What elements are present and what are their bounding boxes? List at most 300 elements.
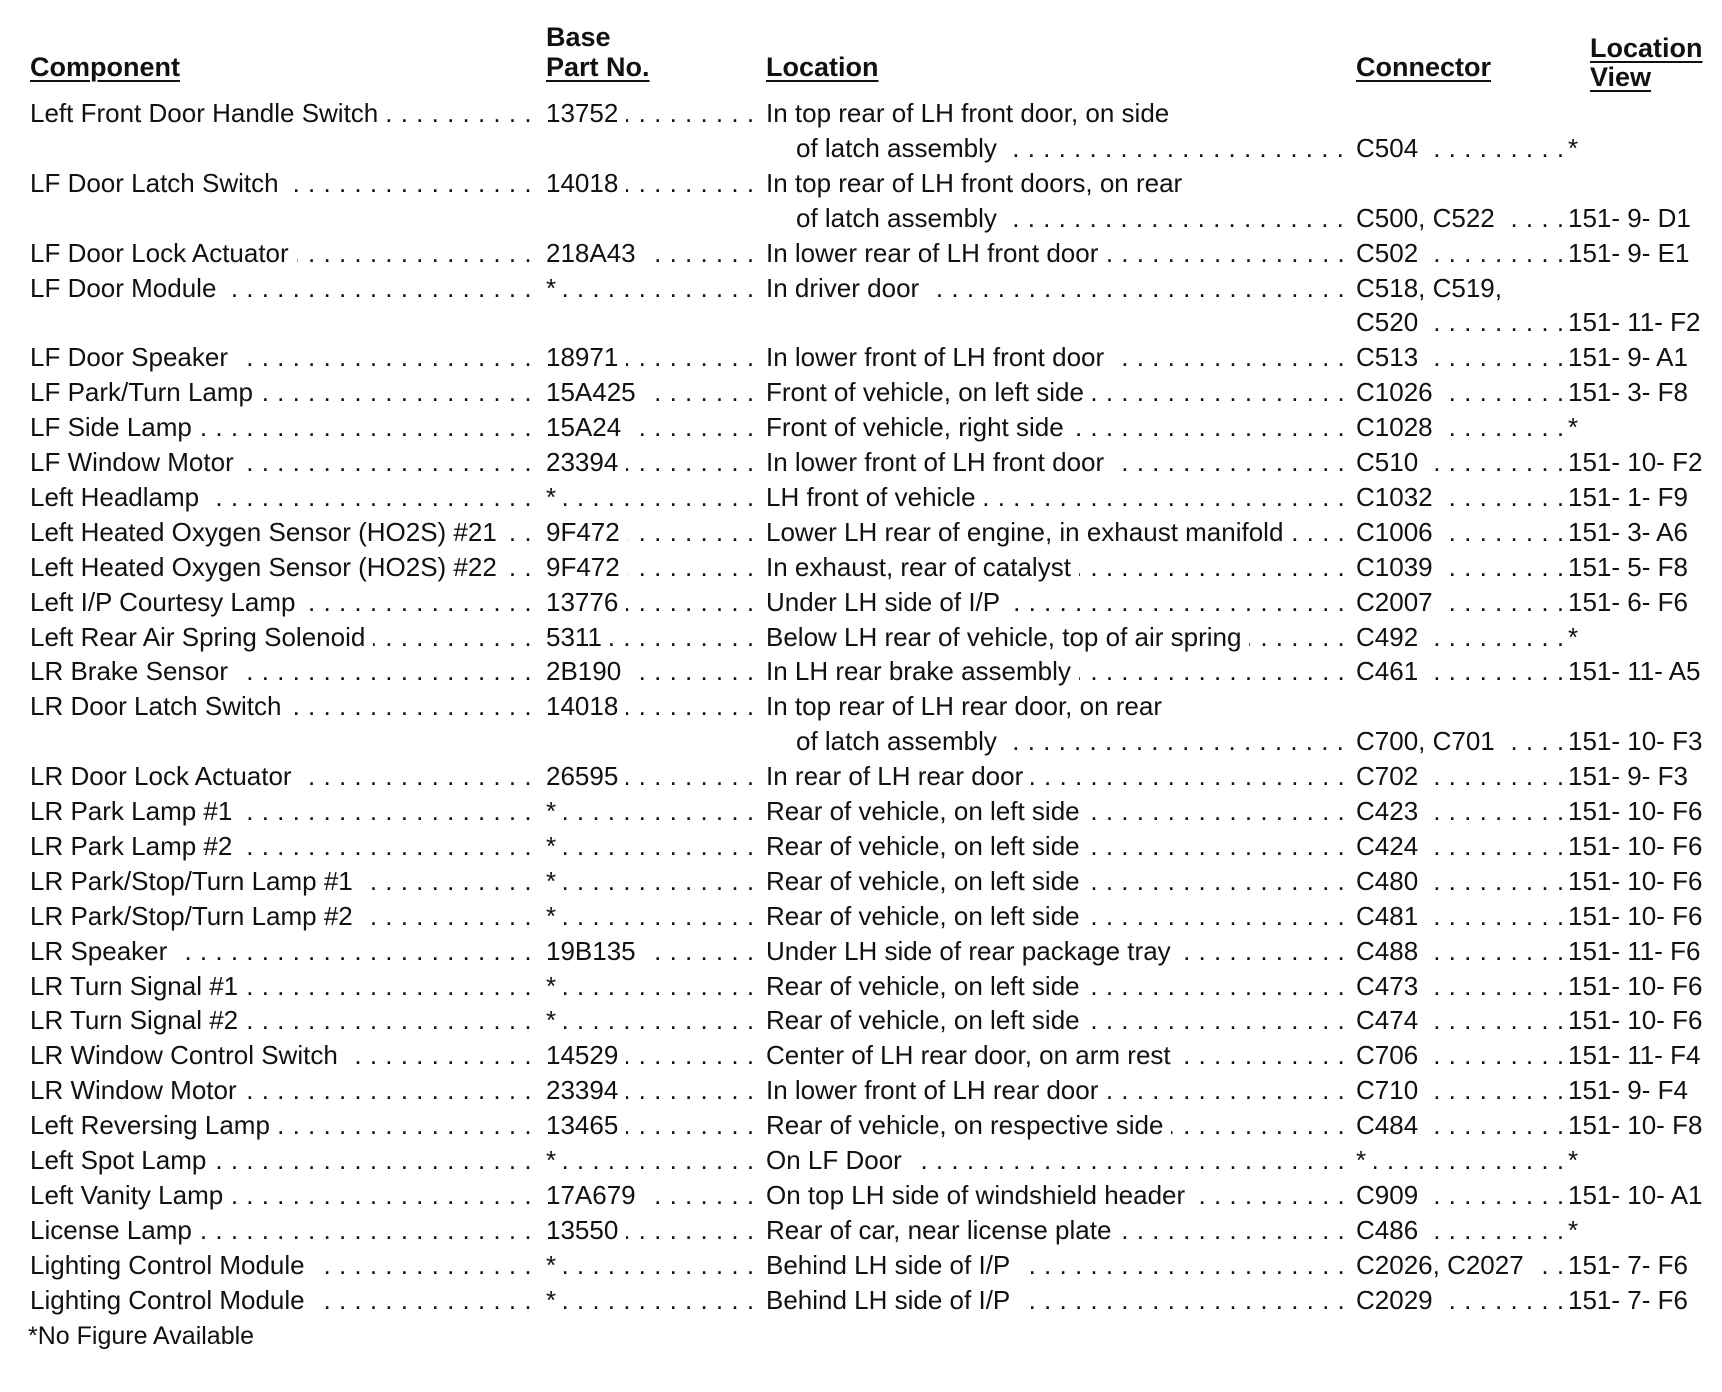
component-text: LR Park/Stop/Turn Lamp #1 (30, 866, 361, 896)
cell-part (546, 1180, 762, 1212)
cell-view (1568, 1285, 1718, 1317)
cell-location (766, 1075, 1352, 1107)
connector-text: C502 (1356, 238, 1426, 268)
cell-location (766, 307, 1352, 339)
cell-part (546, 1075, 762, 1107)
component-text: LR Window Control Switch (30, 1040, 346, 1070)
view-text: 151- 6- F6 (1568, 587, 1688, 617)
cell-part (546, 238, 762, 270)
cell-location (766, 691, 1352, 723)
part-text: * (546, 1145, 564, 1175)
cell-location (766, 1215, 1352, 1247)
view-text: 151- 11- A5 (1568, 656, 1701, 686)
cell-view (1568, 307, 1718, 339)
cell-component (30, 133, 540, 165)
cell-location (766, 831, 1352, 863)
cell-part (546, 552, 762, 584)
cell-component (30, 1075, 540, 1107)
component-text: Left Front Door Handle Switch (30, 98, 386, 128)
cell-part (546, 1285, 762, 1317)
cell-location (766, 1145, 1352, 1177)
cell-part (546, 866, 762, 898)
view-text: 151- 3- F8 (1568, 377, 1688, 407)
cell-location (766, 342, 1352, 374)
cell-view (1568, 1215, 1718, 1247)
component-text: LR Speaker (30, 936, 175, 966)
connector-text: C474 (1356, 1005, 1426, 1035)
cell-location (766, 517, 1352, 549)
part-text: 19B135 (546, 936, 644, 966)
connector-text: C706 (1356, 1040, 1426, 1070)
cell-component (30, 691, 540, 723)
cell-component (30, 936, 540, 968)
cell-part (546, 1005, 762, 1037)
cell-part (546, 517, 762, 549)
cell-part (546, 133, 762, 165)
cell-view (1568, 168, 1718, 200)
cell-part (546, 831, 762, 863)
cell-connector (1356, 1145, 1566, 1177)
cell-view (1568, 796, 1718, 828)
view-text: 151- 10- F6 (1568, 866, 1703, 896)
cell-part (546, 622, 762, 654)
header-connector: Connector (1356, 52, 1491, 82)
component-text: License Lamp (30, 1215, 200, 1245)
view-text: 151- 9- E1 (1568, 238, 1690, 268)
view-text: 151- 9- D1 (1568, 203, 1691, 233)
connector-text: C2026, C2027 (1356, 1250, 1532, 1280)
cell-connector (1356, 761, 1566, 793)
connector-text: C710 (1356, 1075, 1426, 1105)
cell-location (766, 412, 1352, 444)
view-text: 151- 11- F6 (1568, 936, 1701, 966)
part-text: * (546, 796, 564, 826)
cell-location (766, 1180, 1352, 1212)
location-text: Front of vehicle, on left side (766, 377, 1092, 407)
cell-view (1568, 98, 1718, 130)
component-text: LF Door Speaker (30, 342, 236, 372)
view-text: 151- 9- F3 (1568, 761, 1688, 791)
location-text: In lower front of LH front door (766, 447, 1112, 477)
header-component: Component (30, 52, 180, 82)
cell-view (1568, 622, 1718, 654)
connector-text: C500, C522 (1356, 203, 1503, 233)
cell-component (30, 1180, 540, 1212)
cell-view (1568, 656, 1718, 688)
connector-text: C1006 (1356, 517, 1441, 547)
cell-component (30, 1040, 540, 1072)
part-text: 17A679 (546, 1180, 644, 1210)
part-text: 14529 (546, 1040, 626, 1070)
cell-connector (1356, 971, 1566, 1003)
part-text: 14018 (546, 691, 626, 721)
cell-component (30, 1215, 540, 1247)
cell-connector (1356, 1285, 1566, 1317)
view-text: * (1568, 1145, 1579, 1175)
cell-view (1568, 447, 1718, 479)
cell-location (766, 482, 1352, 514)
cell-connector (1356, 203, 1566, 235)
cell-location (766, 1250, 1352, 1282)
cell-connector (1356, 622, 1566, 654)
component-text: LR Park Lamp #2 (30, 831, 240, 861)
cell-location (796, 203, 1352, 235)
cell-view (1568, 761, 1718, 793)
connector-text: C518, C519, (1356, 273, 1502, 303)
part-text: 13752 (546, 98, 626, 128)
cell-view (1568, 587, 1718, 619)
cell-connector (1356, 133, 1566, 165)
part-text: 13465 (546, 1110, 626, 1140)
cell-location (766, 761, 1352, 793)
component-text: Left Rear Air Spring Solenoid (30, 622, 373, 652)
part-text: 14018 (546, 168, 626, 198)
connector-text: C1032 (1356, 482, 1441, 512)
cell-component (30, 412, 540, 444)
cell-component (30, 447, 540, 479)
cell-view (1568, 1040, 1718, 1072)
component-text: Lighting Control Module (30, 1250, 313, 1280)
connector-text: C2029 (1356, 1285, 1441, 1315)
view-text: 151- 10- F2 (1568, 447, 1703, 477)
location-text: In lower rear of LH front door (766, 238, 1106, 268)
part-text: * (546, 971, 564, 1001)
cell-part (546, 936, 762, 968)
view-text: 151- 10- F8 (1568, 1110, 1703, 1140)
cell-component (30, 622, 540, 654)
cell-connector (1356, 1005, 1566, 1037)
component-text: LR Turn Signal #2 (30, 1005, 246, 1035)
connector-text: C480 (1356, 866, 1426, 896)
cell-view (1568, 831, 1718, 863)
cell-part (546, 203, 762, 235)
view-text: * (1568, 1215, 1579, 1245)
cell-component (30, 342, 540, 374)
location-text: On LF Door (766, 1145, 910, 1175)
cell-part (546, 342, 762, 374)
view-text: 151- 7- F6 (1568, 1250, 1688, 1280)
location-text: of latch assembly (796, 203, 1005, 233)
connector-text: C510 (1356, 447, 1426, 477)
part-text: * (546, 1250, 564, 1280)
view-text: 151- 10- F6 (1568, 971, 1703, 1001)
cell-component (30, 168, 540, 200)
cell-connector (1356, 587, 1566, 619)
cell-location (766, 168, 1352, 200)
cell-part (546, 656, 762, 688)
location-text: Lower LH rear of engine, in exhaust manifold (766, 517, 1291, 547)
cell-part (546, 1215, 762, 1247)
cell-component (30, 517, 540, 549)
cell-connector (1356, 831, 1566, 863)
cell-location (766, 447, 1352, 479)
cell-part (546, 587, 762, 619)
location-text: Rear of vehicle, on left side (766, 866, 1088, 896)
location-text: Rear of vehicle, on left side (766, 1005, 1088, 1035)
cell-connector (1356, 482, 1566, 514)
cell-part (546, 273, 762, 305)
view-text: 151- 3- A6 (1568, 517, 1688, 547)
connector-text: C488 (1356, 936, 1426, 966)
connector-text: C700, C701 (1356, 726, 1503, 756)
location-text: Rear of vehicle, on left side (766, 796, 1088, 826)
cell-part (546, 1250, 762, 1282)
cell-connector (1356, 412, 1566, 444)
location-text: Rear of vehicle, on left side (766, 971, 1088, 1001)
cell-view (1568, 1145, 1718, 1177)
view-text: 151- 10- A1 (1568, 1180, 1703, 1210)
cell-component (30, 307, 540, 339)
header-base-line2: Part No. (546, 52, 650, 82)
location-text: Rear of vehicle, on respective side (766, 1110, 1171, 1140)
cell-view (1568, 238, 1718, 270)
component-text: LF Door Module (30, 273, 224, 303)
part-text: 9F472 (546, 552, 628, 582)
part-text: * (546, 901, 564, 931)
cell-component (30, 1250, 540, 1282)
view-text: * (1568, 133, 1579, 163)
cell-part (546, 98, 762, 130)
cell-view (1568, 1075, 1718, 1107)
part-text: * (546, 1005, 564, 1035)
cell-part (546, 482, 762, 514)
view-text: 151- 9- F4 (1568, 1075, 1688, 1105)
part-text: * (546, 482, 564, 512)
part-text: 13550 (546, 1215, 626, 1245)
cell-location (796, 726, 1352, 758)
component-text: LR Window Motor (30, 1075, 245, 1105)
part-text: * (546, 273, 564, 303)
connector-text: C492 (1356, 622, 1426, 652)
header-location: Location (766, 52, 879, 82)
view-text: 151- 5- F8 (1568, 552, 1688, 582)
view-text: 151- 10- F6 (1568, 796, 1703, 826)
cell-connector (1356, 98, 1566, 130)
view-text: 151- 7- F6 (1568, 1285, 1688, 1315)
cell-component (30, 1005, 540, 1037)
location-text: Rear of vehicle, on left side (766, 831, 1088, 861)
connector-text: C461 (1356, 656, 1426, 686)
connector-text: C1028 (1356, 412, 1441, 442)
cell-location (766, 273, 1352, 305)
component-text: LF Door Lock Actuator (30, 238, 297, 268)
cell-view (1568, 552, 1718, 584)
cell-part (546, 726, 762, 758)
connector-text: C504 (1356, 133, 1426, 163)
component-text: LR Park Lamp #1 (30, 796, 240, 826)
location-text: In driver door (766, 273, 927, 303)
location-text: Center of LH rear door, on arm rest (766, 1040, 1179, 1070)
part-text: 5311 (546, 622, 610, 652)
cell-view (1568, 1005, 1718, 1037)
connector-text: C424 (1356, 831, 1426, 861)
connector-text: C481 (1356, 901, 1426, 931)
cell-component (30, 587, 540, 619)
cell-part (546, 1145, 762, 1177)
cell-component (30, 761, 540, 793)
cell-component (30, 901, 540, 933)
cell-view (1568, 901, 1718, 933)
part-text: 26595 (546, 761, 626, 791)
location-text: Rear of vehicle, on left side (766, 901, 1088, 931)
cell-view (1568, 342, 1718, 374)
view-text: 151- 1- F9 (1568, 482, 1688, 512)
location-text: Under LH side of I/P (766, 587, 1008, 617)
cell-part (546, 1110, 762, 1142)
location-text: Under LH side of rear package tray (766, 936, 1179, 966)
header-view-line2: View (1590, 62, 1652, 92)
cell-view (1568, 482, 1718, 514)
part-text: 18971 (546, 342, 626, 372)
cell-component (30, 238, 540, 270)
connector-text: C1026 (1356, 377, 1441, 407)
location-text: In top rear of LH front door, on side (766, 98, 1170, 128)
cell-location (766, 901, 1352, 933)
connector-text: C520 (1356, 307, 1426, 337)
footnote: *No Figure Available (28, 1322, 255, 1350)
cell-view (1568, 203, 1718, 235)
cell-view (1568, 1110, 1718, 1142)
location-text: Behind LH side of I/P (766, 1285, 1018, 1315)
cell-part (546, 761, 762, 793)
cell-connector (1356, 168, 1566, 200)
cell-component (30, 552, 540, 584)
cell-component (30, 377, 540, 409)
cell-component (30, 98, 540, 130)
cell-component (30, 482, 540, 514)
cell-connector (1356, 691, 1566, 723)
view-text: 151- 10- F6 (1568, 831, 1703, 861)
cell-part (546, 168, 762, 200)
cell-location (766, 587, 1352, 619)
component-text: LR Brake Sensor (30, 656, 236, 686)
location-text: of latch assembly (796, 726, 1005, 756)
view-text: * (1568, 412, 1579, 442)
location-text: In lower front of LH rear door (766, 1075, 1106, 1105)
part-text: 9F472 (546, 517, 628, 547)
cell-view (1568, 691, 1718, 723)
location-text: In lower front of LH front door (766, 342, 1112, 372)
component-text: LR Turn Signal #1 (30, 971, 246, 1001)
component-text: Left Heated Oxygen Sensor (HO2S) #22 (30, 552, 505, 582)
location-text: Front of vehicle, right side (766, 412, 1072, 442)
cell-component (30, 203, 540, 235)
cell-connector (1356, 1215, 1566, 1247)
cell-view (1568, 412, 1718, 444)
connector-text: C702 (1356, 761, 1426, 791)
connector-text: C909 (1356, 1180, 1426, 1210)
part-text: 2B190 (546, 656, 629, 686)
view-text: 151- 10- F3 (1568, 726, 1703, 756)
part-text: * (546, 831, 564, 861)
cell-location (766, 656, 1352, 688)
part-text: 15A425 (546, 377, 644, 407)
cell-component (30, 971, 540, 1003)
cell-view (1568, 377, 1718, 409)
cell-location (766, 1110, 1352, 1142)
cell-location (766, 377, 1352, 409)
component-text: LF Side Lamp (30, 412, 200, 442)
part-text: 23394 (546, 1075, 626, 1105)
cell-connector (1356, 273, 1566, 305)
connector-text: C486 (1356, 1215, 1426, 1245)
cell-connector (1356, 447, 1566, 479)
cell-view (1568, 936, 1718, 968)
cell-view (1568, 273, 1718, 305)
location-text: In rear of LH rear door (766, 761, 1031, 791)
cell-view (1568, 133, 1718, 165)
header-view-line1: Location (1590, 33, 1703, 63)
view-text: 151- 11- F2 (1568, 307, 1701, 337)
cell-connector (1356, 552, 1566, 584)
cell-connector (1356, 1180, 1566, 1212)
connector-text: C1039 (1356, 552, 1441, 582)
cell-connector (1356, 656, 1566, 688)
location-text: In LH rear brake assembly (766, 656, 1079, 686)
connector-text: C473 (1356, 971, 1426, 1001)
cell-view (1568, 1180, 1718, 1212)
view-text: 151- 10- F6 (1568, 901, 1703, 931)
component-text: Left Vanity Lamp (30, 1180, 231, 1210)
cell-part (546, 447, 762, 479)
cell-location (766, 796, 1352, 828)
location-text: In exhaust, rear of catalyst (766, 552, 1079, 582)
view-text: * (1568, 622, 1579, 652)
cell-connector (1356, 1110, 1566, 1142)
part-text: 218A43 (546, 238, 644, 268)
component-text: Left Headlamp (30, 482, 207, 512)
cell-component (30, 726, 540, 758)
view-text: 151- 11- F4 (1568, 1040, 1701, 1070)
cell-connector (1356, 377, 1566, 409)
cell-location (766, 1040, 1352, 1072)
cell-view (1568, 971, 1718, 1003)
cell-component (30, 1110, 540, 1142)
cell-connector (1356, 342, 1566, 374)
cell-location (796, 133, 1352, 165)
cell-connector (1356, 726, 1566, 758)
connector-text: C423 (1356, 796, 1426, 826)
cell-component (30, 831, 540, 863)
cell-location (766, 1005, 1352, 1037)
cell-connector (1356, 936, 1566, 968)
connector-text: C484 (1356, 1110, 1426, 1140)
part-text: * (546, 866, 564, 896)
component-text: Left Reversing Lamp (30, 1110, 278, 1140)
part-text: * (546, 1285, 564, 1315)
location-text: of latch assembly (796, 133, 1005, 163)
header-base-part-no (546, 22, 650, 82)
component-text: Left Heated Oxygen Sensor (HO2S) #21 (30, 517, 505, 547)
cell-view (1568, 517, 1718, 549)
cell-part (546, 796, 762, 828)
component-text: Left Spot Lamp (30, 1145, 214, 1175)
header-location-view (1590, 34, 1703, 92)
cell-component (30, 866, 540, 898)
part-text: 15A24 (546, 412, 629, 442)
component-text: LF Window Motor (30, 447, 242, 477)
cell-component (30, 273, 540, 305)
cell-location (766, 971, 1352, 1003)
cell-location (766, 552, 1352, 584)
connector-text: C2007 (1356, 587, 1441, 617)
cell-component (30, 796, 540, 828)
cell-connector (1356, 901, 1566, 933)
connector-text: C513 (1356, 342, 1426, 372)
component-text: Lighting Control Module (30, 1285, 313, 1315)
part-text: 23394 (546, 447, 626, 477)
cell-view (1568, 866, 1718, 898)
